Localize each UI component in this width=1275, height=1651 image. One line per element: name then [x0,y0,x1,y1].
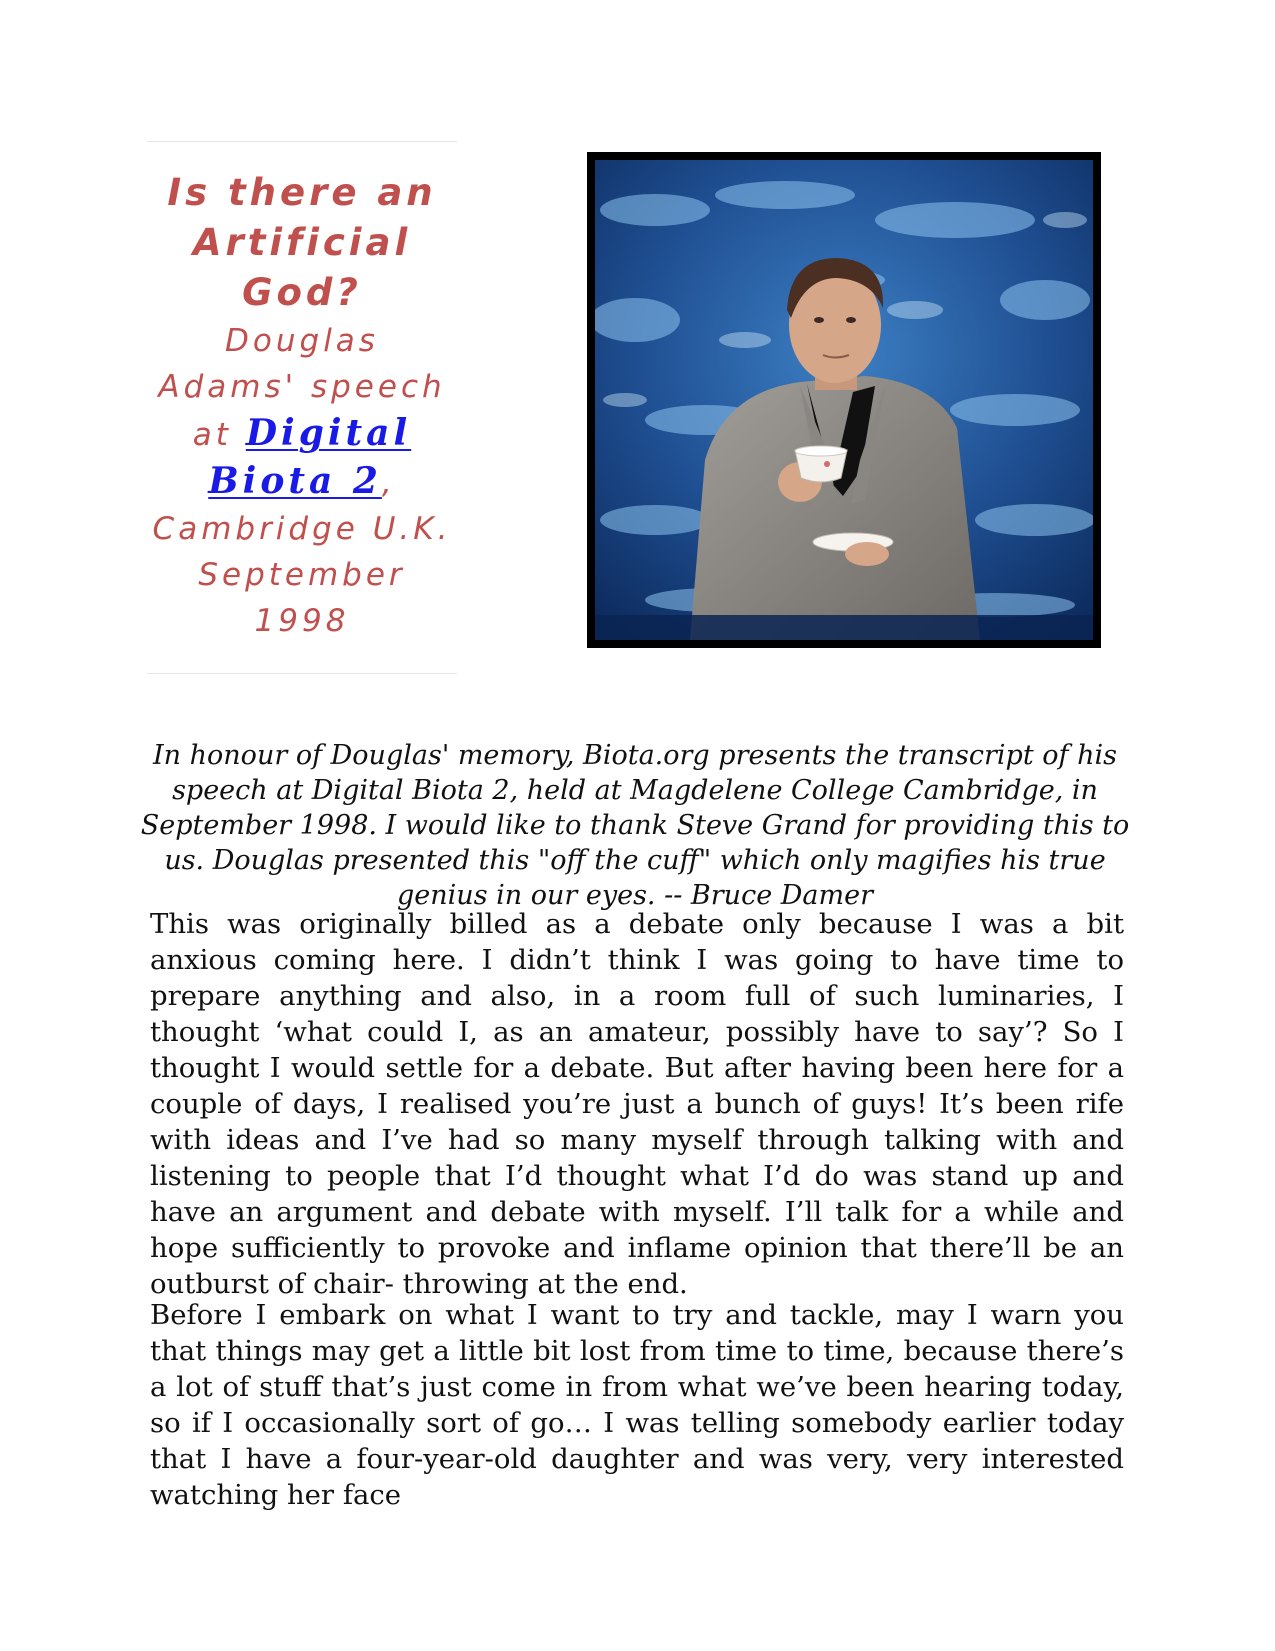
digital-biota-link-part-2[interactable]: Biota 2 [208,460,382,502]
subtitle-author: Douglas [225,323,379,359]
title-block [147,168,457,644]
title-line-2: Artificial [192,221,412,264]
digital-biota-link-part-1[interactable]: Digital [245,412,412,454]
title-line-3: God? [242,271,362,314]
title-box [147,141,457,674]
body-paragraph-1: This was originally billed as a debate only because I was a bit anxious coming here. I didn’t think I was going to have time to prepare anything and also, in a room full of such luminaries, I thought ‘what could I, as an amateur, possibly have to say’? So I thought I would settle for a debate. But after having been here for a couple of days, I realised you’re just a bunch of guys! It’s been rife with ideas and I’ve had so many myself through talking with and listening to people that I’d thought what I’d do was stand up and have an argument and debate with myself. I’ll talk for a while and hope sufficiently to provoke and inflame opinion that there’ll be an outburst of chair- throwing at the end. [150,908,1124,1300]
body-paragraph-2: Before I embark on what I want to try and tackle, may I warn you that things may get a little bit lost from time to time, because there’s a lot of stuff that’s just come in from what we’ve been hearing today, so if I occasionally sort of go… I was telling somebody earlier today that I have a four-year-old daughter and was very, very interested watching her face [150,1299,1124,1511]
title-line-1: Is there an [167,171,437,214]
link-suffix: , [381,465,396,501]
subtitle-at-line [147,410,457,458]
subtitle-year: 1998 [254,603,350,639]
subtitle-month: September [198,557,406,593]
portrait-photo-frame [587,152,1101,648]
subtitle-biota-line [147,458,457,506]
subtitle-at-prefix: at [192,417,246,453]
intro-paragraph: In honour of Douglas' memory, Biota.org presents the transcript of his speech at Digital Biota 2, held at Magdelene College Cambridge, in September 1998. I would like to thank Steve Grand for providing this to us. Douglas presented this "off the cuff" which only magifies his true genius in our eyes. -- Bruce Damer [140,740,1130,911]
subtitle-location: Cambridge U.K. [152,511,452,547]
portrait-photo [595,160,1093,640]
subtitle-speech: Adams' speech [158,369,446,405]
